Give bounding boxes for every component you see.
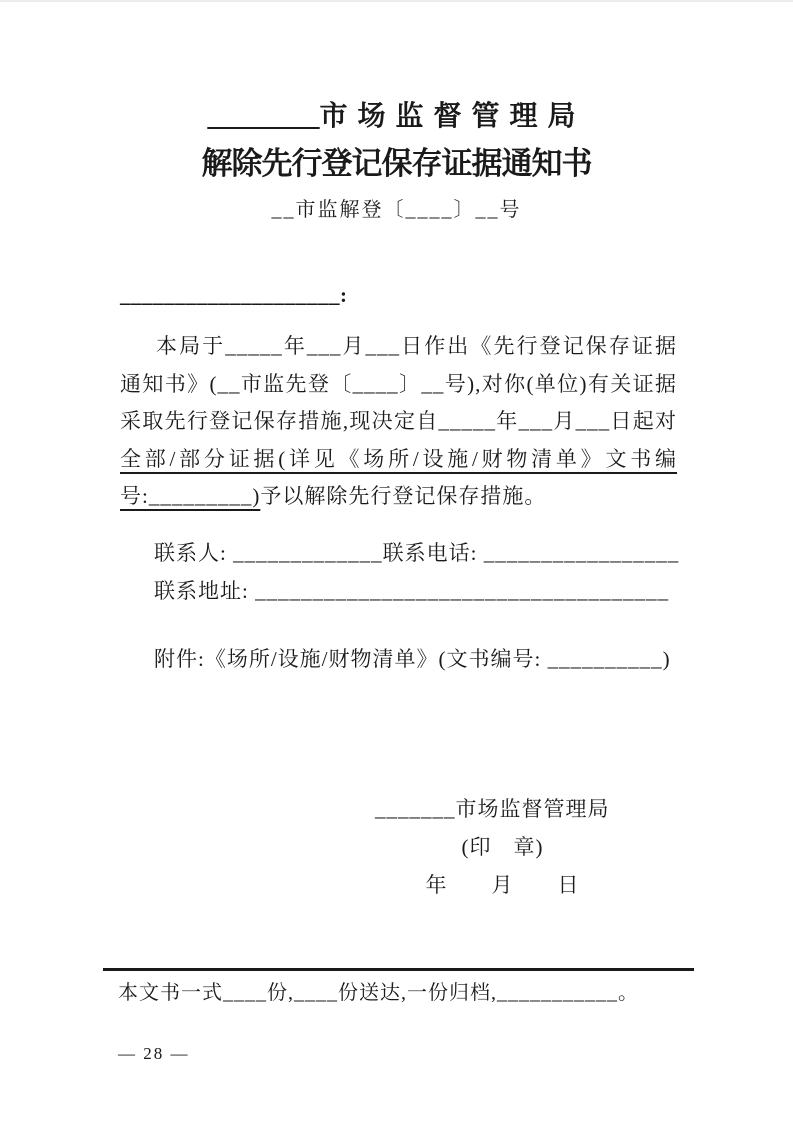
contact-person-label: 联系人: xyxy=(154,541,234,565)
footer-divider-rule xyxy=(103,968,694,971)
document-header xyxy=(60,92,733,227)
signature-date-line: 年 月 日 xyxy=(425,873,580,897)
contact-address-blank: ____________________________________ xyxy=(255,579,670,603)
copies-footnote: 本文书一式____份,____份送达,一份归档,___________。 xyxy=(118,982,639,1004)
attachment-line xyxy=(154,644,671,674)
authority-name: 市场监督管理局 xyxy=(319,100,586,131)
addressee-line: ____________________: xyxy=(120,283,348,307)
attachment-doc-number-blank: __________ xyxy=(547,647,663,671)
contact-address-label: 联系地址: xyxy=(154,579,256,603)
body-text-after: 予以解除先行登记保存措施。 xyxy=(260,484,547,508)
contact-person-blank: _____________ xyxy=(233,541,383,565)
body-text-underlined-choice: 全部/部分证据(详见《场所/设施/财物清单》文书编号:_________) xyxy=(120,446,677,508)
authority-title-line xyxy=(60,92,733,141)
signature-authority-line xyxy=(375,790,630,828)
contact-address-line xyxy=(154,576,669,606)
document-number: __市监解登〔____〕__号 xyxy=(271,199,522,221)
attachment-suffix: ) xyxy=(662,647,671,671)
signature-block xyxy=(375,790,630,904)
signature-authority-blank: _______ xyxy=(375,797,456,821)
body-paragraph xyxy=(120,328,677,516)
page-number: — 28 — xyxy=(118,1044,190,1063)
attachment-prefix: 附件:《场所/设施/财物清单》(文书编号: xyxy=(154,647,548,671)
authority-blank-line: ________ xyxy=(207,101,320,132)
contact-person-line xyxy=(154,538,679,568)
contact-phone-blank: _________________ xyxy=(483,541,680,565)
contact-phone-label: 联系电话: xyxy=(382,541,484,565)
document-title: 解除先行登记保存证据通知书 xyxy=(201,146,592,181)
signature-seal-line: (印 章) xyxy=(461,835,544,859)
signature-authority-name: 市场监督管理局 xyxy=(455,797,610,821)
body-text-before: 本局于_____年___月___日作出《先行登记保存证据通知书》(__市监先登〔____〕__号),对你(单位)有关证据采取先行登记保存措施,现决定自_____年___月___日起对 xyxy=(120,334,677,433)
